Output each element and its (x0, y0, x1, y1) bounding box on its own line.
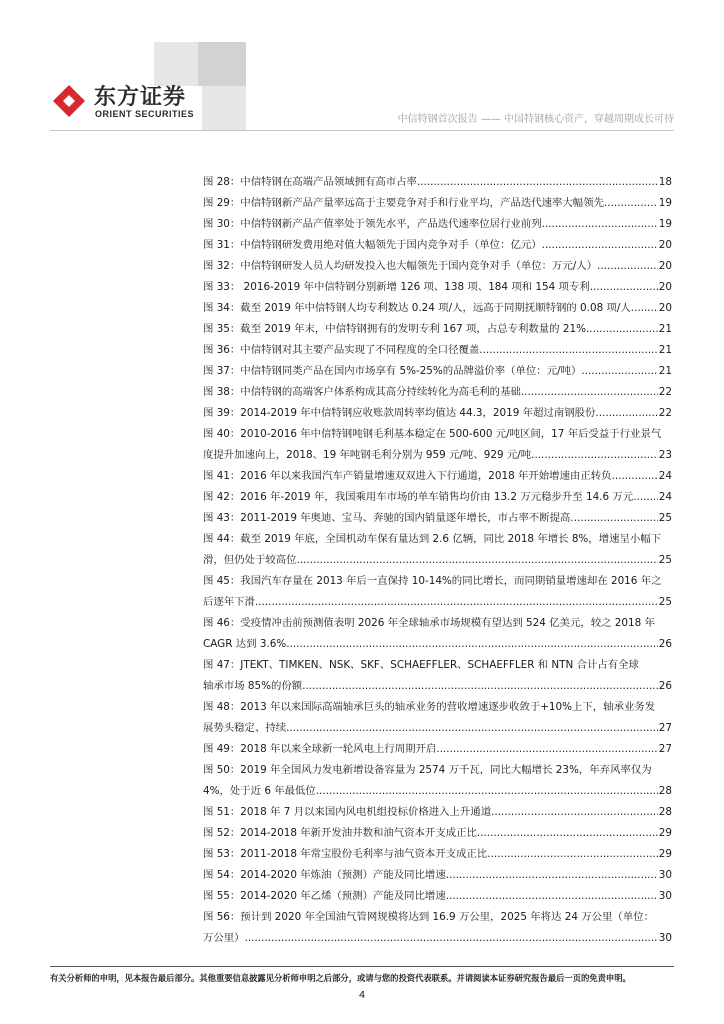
toc-leader-dots (491, 802, 658, 823)
toc-entry-page: 20 (658, 260, 672, 272)
toc-entry[interactable] (203, 697, 672, 739)
toc-entry-title: 图 42：2016 年-2019 年，我国乘用车市场的单车销售均价由 13.2 万元稳步升至 14.6 万元 (203, 491, 634, 503)
toc-entry[interactable] (203, 865, 672, 886)
toc-leader-dots (286, 718, 658, 739)
toc-entry-title-line1: 图 46：受疫情冲击前预测值表明 2026 年全球轴承市场规模有望达到 524 亿美元，较之 2018 年 (203, 617, 655, 629)
toc-entry-title-line2: 展势头稳定、持续 (203, 722, 287, 734)
header-rule (50, 130, 674, 131)
toc-entry-page: 25 (658, 554, 672, 566)
toc-entry[interactable] (203, 907, 672, 949)
toc-entry[interactable] (203, 529, 672, 571)
running-head: 中信特钢首次报告 —— 中国特钢核心资产，穿越周期成长可待 (397, 114, 674, 125)
logo-english-name: ORIENT SECURITIES (95, 109, 195, 119)
toc-entry[interactable] (203, 193, 672, 214)
toc-leader-dots (446, 865, 658, 886)
toc-entry[interactable] (203, 613, 672, 655)
toc-entry-title-line1: 图 48：2013 年以来国际高端轴承巨头的轴承业务的营收增速逐步收敛于+10%上下，轴承业务发 (203, 701, 656, 713)
figure-list (203, 172, 672, 949)
toc-entry-title: 图 49：2018 年以来全球新一轮风电上行周期开启 (203, 743, 437, 755)
toc-leader-dots (436, 739, 657, 760)
toc-entry[interactable] (203, 361, 672, 382)
toc-entry-title: 图 37：中信特钢同类产品在国内市场享有 5%-25%的品牌溢价率（单位：元/吨） (203, 365, 582, 377)
toc-entry-page: 26 (658, 680, 672, 692)
toc-entry-title: 图 55：2014-2020 年乙烯（预测）产能及同比增速 (203, 890, 446, 902)
toc-entry[interactable] (203, 655, 672, 697)
toc-entry[interactable] (203, 403, 672, 424)
toc-entry-title-line1: 图 56：预计到 2020 年全国油气管网规模将达到 16.9 万公里，2025 年将达 24 万公里（单位： (203, 911, 654, 923)
toc-entry-page: 30 (658, 869, 672, 881)
toc-entry-page: 22 (658, 407, 672, 419)
toc-leader-dots (417, 172, 658, 193)
toc-entry-title: 图 35：截至 2019 年末，中信特钢拥有的发明专利 167 项，占总专利数量的 21% (203, 323, 586, 335)
toc-leader-dots (631, 298, 658, 319)
toc-leader-dots (595, 403, 657, 424)
footer-rule (50, 966, 674, 967)
toc-entry-page: 24 (658, 491, 672, 503)
toc-leader-dots (302, 676, 658, 697)
toc-entry[interactable] (203, 571, 672, 613)
toc-entry[interactable] (203, 802, 672, 823)
toc-entry-page: 25 (658, 596, 672, 608)
toc-entry-page: 26 (658, 638, 672, 650)
toc-entry[interactable] (203, 487, 672, 508)
toc-leader-dots (542, 235, 658, 256)
toc-entry-title-line2: 轴承市场 85%的份额 (203, 680, 303, 692)
toc-entry[interactable] (203, 382, 672, 403)
toc-leader-dots (297, 550, 658, 571)
toc-entry-title: 图 32：中信特钢研发人员人均研发投入也大幅领先于国内竞争对手（单位：万元/人） (203, 260, 598, 272)
toc-leader-dots (245, 928, 658, 949)
toc-leader-dots (633, 487, 658, 508)
toc-leader-dots (597, 256, 658, 277)
company-logo (50, 78, 210, 124)
footer-disclaimer: 有关分析师的申明，见本报告最后部分。其他重要信息披露见分析师申明之后部分，或请与您的投资代表联系。并请阅读本证券研究报告最后一页的免责申明。 (50, 973, 631, 983)
toc-entry-page: 29 (658, 848, 672, 860)
toc-leader-dots (590, 277, 658, 298)
toc-entry-title: 图 34：截至 2019 年中信特钢人均专利数达 0.24 项/人，远高于同期抚顺特钢的 0.08 项/人 (203, 302, 631, 314)
toc-leader-dots (487, 844, 657, 865)
toc-entry-title: 图 28：中信特钢在高端产品领域拥有高市占率 (203, 176, 417, 188)
toc-entry-page: 19 (658, 218, 672, 230)
toc-entry-title: 图 39：2014-2019 年中信特钢应收账款周转率均值达 44.3，2019 年超过南钢股份 (203, 407, 596, 419)
toc-entry-title: 图 36：中信特钢对其主要产品实现了不同程度的全口径覆盖 (203, 344, 480, 356)
toc-entry[interactable] (203, 340, 672, 361)
toc-entry-page: 30 (658, 932, 672, 944)
page-number: 4 (358, 990, 366, 1001)
toc-entry-page: 25 (658, 512, 672, 524)
toc-entry-title-line2: 万公里） (203, 932, 245, 944)
toc-leader-dots (446, 886, 658, 907)
toc-entry[interactable] (203, 844, 672, 865)
toc-entry-title-line1: 图 50：2019 年全国风力发电新增设备容量为 2574 万千瓦，同比大幅增长 23%，年弃风率仅为 (203, 764, 652, 776)
toc-entry-title: 图 29：中信特钢新产品产量率远高于主要竞争对手和行业平均，产品迭代速率大幅领先 (203, 197, 604, 209)
toc-leader-dots (570, 508, 657, 529)
toc-entry-title: 图 31：中信特钢研发费用绝对值大幅领先于国内竞争对手（单位：亿元） (203, 239, 542, 251)
toc-leader-dots (286, 634, 658, 655)
toc-entry-page: 22 (658, 386, 672, 398)
toc-entry-title: 图 30：中信特钢新产品产值率处于领先水平，产品迭代速率位居行业前列 (203, 218, 542, 230)
toc-entry-page: 19 (658, 197, 672, 209)
toc-leader-dots (581, 361, 657, 382)
toc-entry-page: 21 (658, 365, 672, 377)
toc-entry-page: 30 (658, 890, 672, 902)
toc-entry-page: 21 (658, 323, 672, 335)
toc-entry-page: 28 (658, 785, 672, 797)
toc-entry[interactable] (203, 823, 672, 844)
toc-entry-page: 24 (658, 470, 672, 482)
toc-leader-dots (477, 823, 658, 844)
toc-entry-title-line2: CAGR 达到 3.6% (203, 638, 287, 650)
toc-entry[interactable] (203, 214, 672, 235)
toc-entry-page: 20 (658, 281, 672, 293)
toc-entry-page: 28 (658, 806, 672, 818)
toc-entry-title-line1: 图 40：2010-2016 年中信特钢吨钢毛利基本稳定在 500-600 元/吨区间，17 年后受益于行业景气 (203, 428, 662, 440)
toc-entry[interactable] (203, 256, 672, 277)
toc-entry[interactable] (203, 298, 672, 319)
toc-entry[interactable] (203, 760, 672, 802)
toc-entry-title: 图 43：2011-2019 年奥迪、宝马、奔驰的国内销量逐年增长，市占率不断提高 (203, 512, 571, 524)
toc-entry[interactable] (203, 739, 672, 760)
toc-entry[interactable] (203, 424, 672, 466)
toc-entry-page: 29 (658, 827, 672, 839)
toc-entry-title-line2: 4%，处于近 6 年最低位 (203, 785, 316, 797)
toc-entry-page: 27 (658, 722, 672, 734)
toc-entry-title: 图 52：2014-2018 年新开发油井数和油气资本开支成正比 (203, 827, 477, 839)
logo-chinese-name: 东方证券 (94, 85, 187, 110)
toc-entry-title-line1: 图 45：我国汽车存量在 2013 年后一直保持 10-14%的同比增长，而同期销量增速却在 2016 年之 (203, 575, 662, 587)
toc-leader-dots (612, 466, 658, 487)
toc-entry-title: 图 51：2018 年 7 月以来国内风电机组投标价格进入上升通道 (203, 806, 492, 818)
toc-entry-page: 20 (658, 302, 672, 314)
toc-entry-page: 18 (658, 176, 672, 188)
toc-entry-title-line1: 图 47：JTEKT、TIMKEN、NSK、SKF、SCHAEFFLER、SCHAEFFLER 和 NTN 合计占有全球 (203, 659, 639, 671)
toc-entry[interactable] (203, 277, 672, 298)
toc-entry[interactable] (203, 508, 672, 529)
toc-leader-dots (255, 592, 658, 613)
toc-leader-dots (531, 445, 658, 466)
toc-leader-dots (604, 193, 658, 214)
toc-entry-page: 20 (658, 239, 672, 251)
toc-entry-title: 图 54：2014-2020 年炼油（预测）产能及同比增速 (203, 869, 446, 881)
toc-entry-title-line2: 后逐年下滑 (203, 596, 255, 608)
toc-entry-title: 图 53：2011-2018 年常宝股份毛利率与油气资本开支成正比 (203, 848, 488, 860)
toc-entry[interactable] (203, 319, 672, 340)
toc-entry[interactable] (203, 466, 672, 487)
toc-entry[interactable] (203, 886, 672, 907)
toc-leader-dots (316, 781, 658, 802)
toc-entry[interactable] (203, 235, 672, 256)
toc-leader-dots (521, 382, 658, 403)
toc-entry[interactable] (203, 172, 672, 193)
toc-leader-dots (479, 340, 657, 361)
toc-entry-title: 图 38：中信特钢的高端客户体系构成其高分持续转化为高毛利的基础 (203, 386, 521, 398)
toc-entry-page: 27 (658, 743, 672, 755)
toc-entry-title-line2: 度提升加速向上，2018、19 年吨钢毛利分别为 959 元/吨、929 元/吨 (203, 449, 532, 461)
toc-entry-title: 图 33： 2016-2019 年中信特钢分别新增 126 项、138 项、184 项和 154 项专利 (203, 281, 590, 293)
toc-entry-title-line2: 滑，但仍处于较高位 (203, 554, 297, 566)
toc-entry-page: 21 (658, 344, 672, 356)
toc-leader-dots (586, 319, 658, 340)
toc-entry-title: 图 41：2016 年以来我国汽车产销量增速双双进入下行通道，2018 年开始增速由正转负 (203, 470, 612, 482)
toc-entry-page: 23 (658, 449, 672, 461)
orient-securities-logo-icon (50, 82, 88, 120)
toc-entry-title-line1: 图 44：截至 2019 年底，全国机动车保有量达到 2.6 亿辆，同比 2018 年增长 8%，增速呈小幅下 (203, 533, 662, 545)
toc-leader-dots (542, 214, 658, 235)
